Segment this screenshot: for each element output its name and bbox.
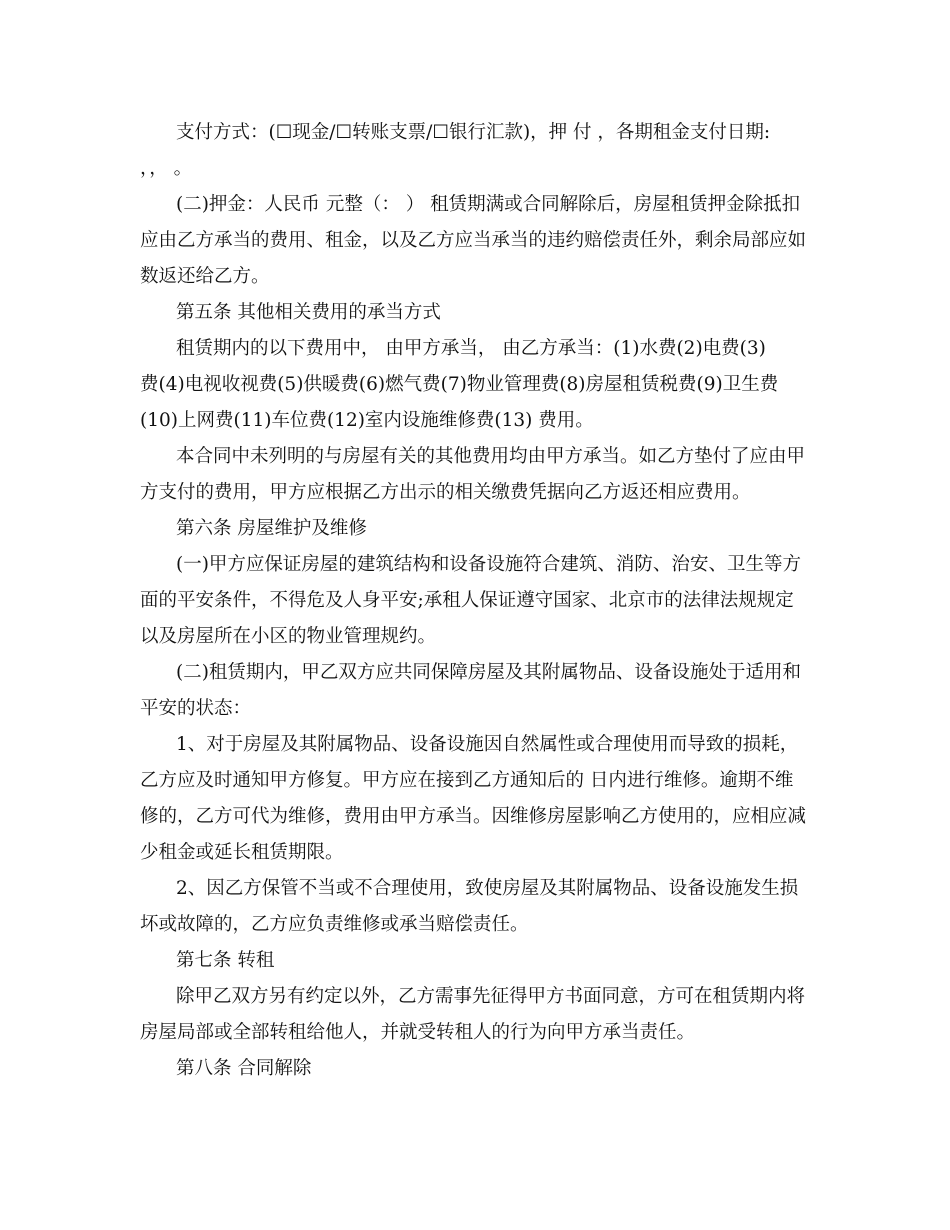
fees-line-2: 费(4)电视收视费(5)供暖费(6)燃气费(7)物业管理费(8)房屋租赁税费(9)卫生费: [140, 374, 779, 395]
article-7-heading: 第七条 转租: [176, 950, 275, 971]
repair-2-line-1: 2、因乙方保管不当或不合理使用，致使房屋及其附属物品、设备设施发生损: [176, 878, 799, 899]
deposit-line-3: 数返还给乙方。: [140, 266, 270, 287]
other-fees-line-2: 方支付的费用，甲方应根据乙方出示的相关缴费凭据向乙方返还相应费用。: [140, 482, 751, 503]
fees-line-1: 租赁期内的以下费用中， 由甲方承当， 由乙方承当：(1)水费(2)电费(3): [176, 338, 766, 359]
repair-1-line-3: 修的，乙方可代为维修，费用由甲方承当。因维修房屋影响乙方使用的，应相应减: [140, 806, 807, 827]
repair-1-line-1: 1、对于房屋及其附属物品、设备设施因自然属性或合理使用而导致的损耗，: [176, 734, 799, 755]
repair-1-line-2: 乙方应及时通知甲方修复。甲方应在接到乙方通知后的 日内进行维修。逾期不维: [140, 770, 794, 791]
deposit-line-1: (二)押金：人民币 元整（： ） 租赁期满或合同解除后，房屋租赁押金除抵扣: [176, 194, 801, 215]
other-fees-line-1: 本合同中未列明的与房屋有关的其他费用均由甲方承当。如乙方垫付了应由甲: [176, 446, 806, 467]
article-6-heading: 第六条 房屋维护及维修: [176, 518, 367, 539]
deposit-line-2: 应由乙方承当的费用、租金，以及乙方应当承当的违约赔偿责任外，剩余局部应如: [140, 230, 807, 251]
maintenance-2-line-2: 平安的状态：: [140, 698, 252, 719]
maintenance-2-line-1: (二)租赁期内，甲乙双方应共同保障房屋及其附属物品、设备设施处于适用和: [176, 662, 801, 683]
maintenance-1-line-3: 以及房屋所在小区的物业管理规约。: [140, 626, 437, 647]
article-5-heading: 第五条 其他相关费用的承当方式: [176, 302, 441, 323]
payment-method-line: 支付方式：(☐现金/☐转账支票/☐银行汇款)，押 付 ，各期租金支付日期:: [176, 122, 771, 143]
sublease-line-1: 除甲乙双方另有约定以外，乙方需事先征得甲方书面同意，方可在租赁期内将: [176, 986, 806, 1007]
article-8-heading: 第八条 合同解除: [176, 1058, 312, 1079]
maintenance-1-line-1: (一)甲方应保证房屋的建筑结构和设备设施符合建筑、消防、治安、卫生等方: [176, 554, 801, 575]
fees-line-3: (10)上网费(11)车位费(12)室内设施维修费(13) 费用。: [140, 410, 594, 431]
payment-date-line: ，， 。: [140, 158, 193, 179]
maintenance-1-line-2: 面的平安条件，不得危及人身平安;承租人保证遵守国家、北京市的法律法规规定: [140, 590, 794, 611]
repair-2-line-2: 坏或故障的，乙方应负责维修或承当赔偿责任。: [140, 914, 529, 935]
repair-1-line-4: 少租金或延长租赁期限。: [140, 842, 344, 863]
sublease-line-2: 房屋局部或全部转租给他人，并就受转租人的行为向甲方承当责任。: [140, 1022, 696, 1043]
